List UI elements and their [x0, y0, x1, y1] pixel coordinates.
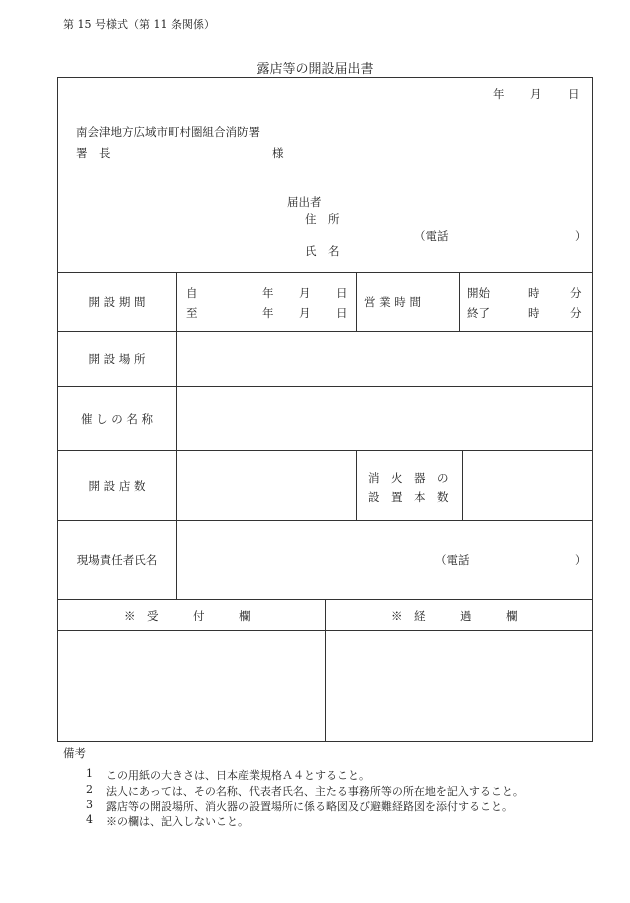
addressee-chief: 署 長	[76, 146, 111, 160]
extinguisher-label-1: 消 火 器 の	[368, 471, 449, 485]
hours-start: 開始	[467, 286, 490, 300]
form-number: 第 15 号様式（第 11 条関係）	[63, 18, 215, 31]
period-label: 開 設 期 間	[88, 295, 146, 309]
applicant-address-label: 住 所	[305, 212, 340, 226]
hours-end: 終了	[467, 306, 490, 320]
manager-phone-label: （電話	[435, 553, 470, 567]
addressee-org: 南会津地方広域市町村圏組合消防署	[76, 125, 260, 139]
extinguisher-label-2: 設 置 本 数	[368, 490, 449, 504]
form-table	[57, 77, 593, 742]
event-name-label: 催 し の 名 称	[80, 412, 154, 426]
hours-end-minute: 分	[570, 306, 582, 320]
divider	[58, 386, 592, 387]
notes-heading: 備考	[63, 746, 86, 760]
period-to: 至	[186, 306, 198, 320]
manager-label: 現場責任者氏名	[76, 553, 158, 567]
note-text: 法人にあっては、その名称、代表者氏名、主たる事務所等の所在地を記入すること。	[106, 785, 524, 798]
period-to-year: 年	[262, 306, 274, 320]
divider	[462, 450, 463, 520]
progress-label: ※ 経 過 欄	[391, 609, 518, 623]
note-number: 4	[86, 813, 93, 826]
divider	[459, 272, 460, 331]
divider	[58, 272, 592, 273]
location-label: 開 設 場 所	[88, 352, 146, 366]
form-title: 露店等の開設届出書	[256, 62, 374, 77]
divider	[58, 331, 592, 332]
applicant-phone-label: （電話	[414, 229, 449, 243]
hours-label: 営 業 時 間	[364, 295, 421, 309]
note-text: ※の欄は、記入しないこと。	[106, 815, 249, 828]
addressee-honorific: 様	[272, 146, 284, 160]
period-to-day: 日	[336, 306, 348, 320]
divider	[58, 450, 592, 451]
divider	[356, 272, 357, 331]
divider	[356, 450, 357, 520]
note-number: 2	[86, 783, 93, 796]
note-number: 1	[86, 767, 93, 780]
note-text: 露店等の開設場所、消火器の設置場所に係る略図及び避難経路図を添付すること。	[106, 800, 513, 813]
stalls-label: 開 設 店 数	[88, 479, 146, 493]
applicant-label: 届出者	[287, 195, 322, 209]
divider	[58, 520, 592, 521]
applicant-phone-close: ）	[575, 229, 587, 243]
date-month: 月	[530, 87, 542, 101]
divider	[176, 272, 177, 599]
manager-phone-close: ）	[575, 553, 587, 567]
period-from-year: 年	[262, 286, 274, 300]
hours-end-hour: 時	[528, 306, 540, 320]
divider	[325, 599, 326, 742]
period-from: 自	[186, 286, 198, 300]
hours-start-minute: 分	[570, 286, 582, 300]
applicant-name-label: 氏 名	[305, 244, 340, 258]
note-number: 3	[86, 798, 93, 811]
date-year: 年	[493, 87, 505, 101]
date-day: 日	[568, 87, 580, 101]
hours-start-hour: 時	[528, 286, 540, 300]
reception-label: ※ 受 付 欄	[124, 609, 251, 623]
period-from-month: 月	[299, 286, 311, 300]
period-from-day: 日	[336, 286, 348, 300]
period-to-month: 月	[299, 306, 311, 320]
note-text: この用紙の大きさは、日本産業規格Ａ４とすること。	[106, 769, 370, 782]
